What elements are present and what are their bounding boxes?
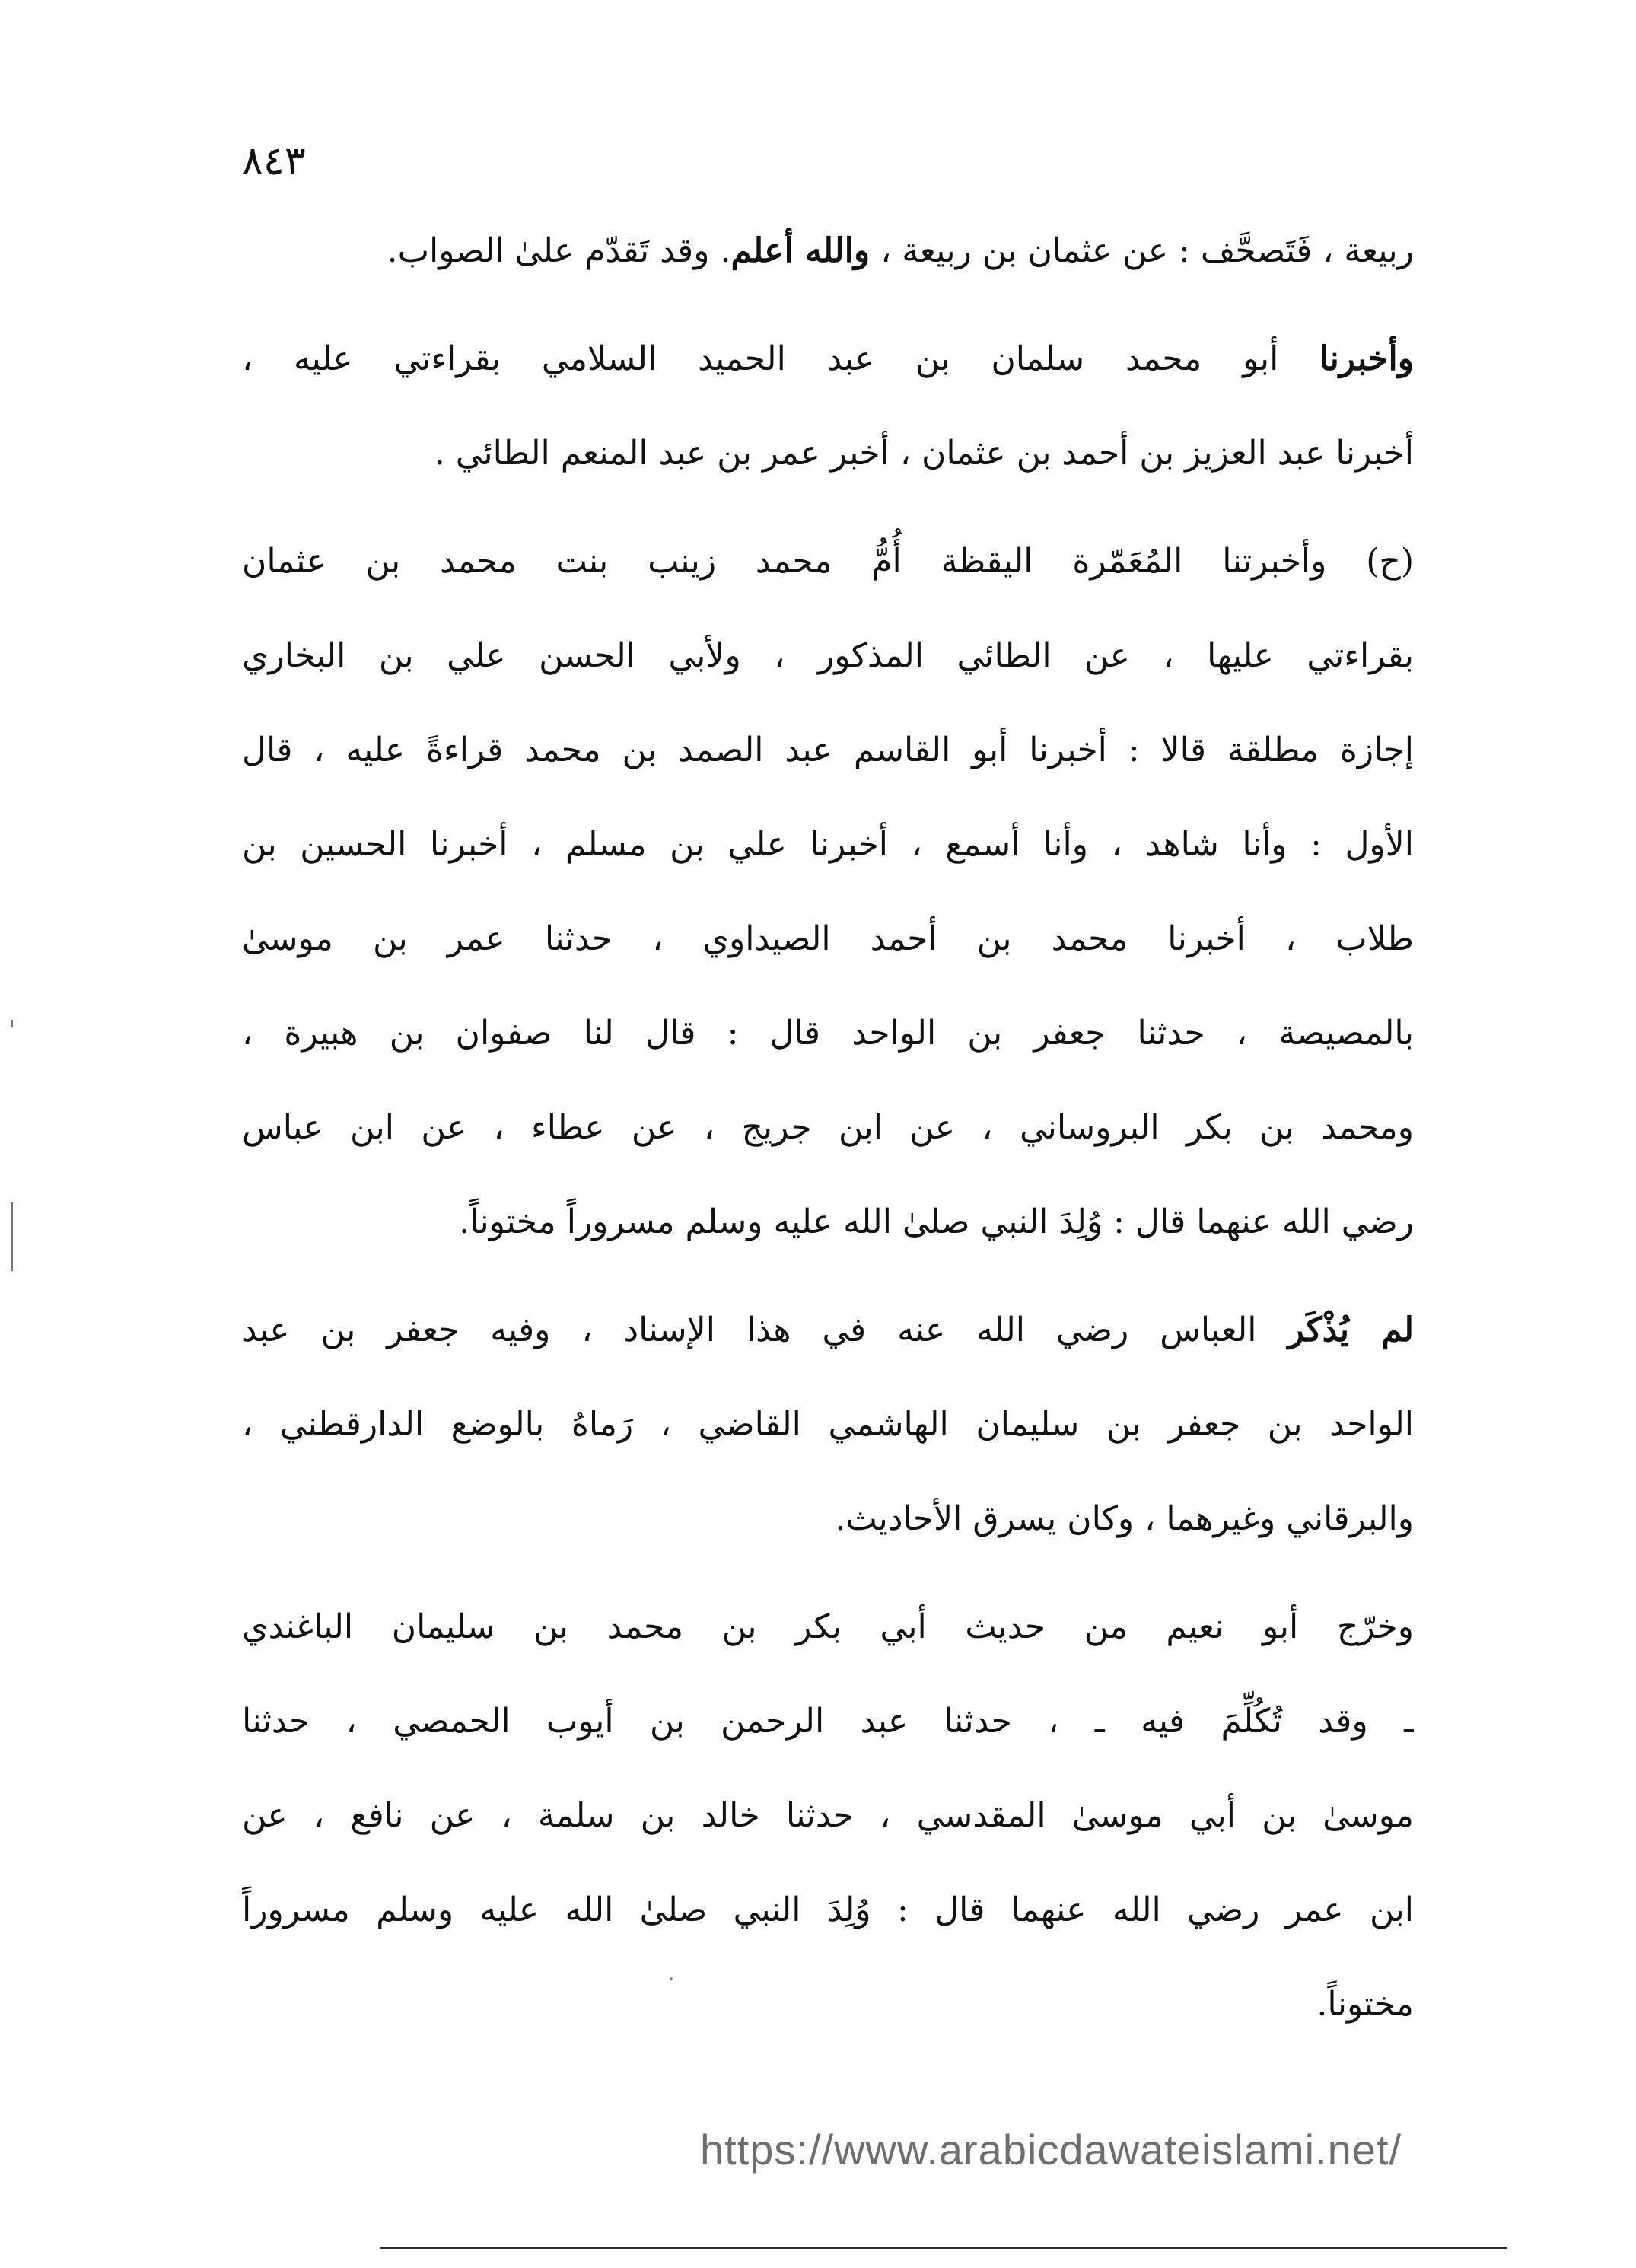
paragraph [242, 204, 1414, 298]
text-line: رضي الله عنهما قال : وُلِدَ النبي صلىٰ الله عليه وسلم مسروراً مختوناً. [459, 1202, 1414, 1241]
scan-speck [670, 1977, 673, 1980]
text-line: (ح) وأخبرتنا المُعَمّرة اليقظة أُمُّ محمد زينب بنت محمد بن عثمان [242, 542, 1414, 581]
paragraph [242, 312, 1414, 501]
text-line: بقراءتي عليها ، عن الطائي المذكور ، ولأبي الحسن علي بن البخاري [242, 636, 1414, 675]
text-line: والبرقاني وغيرهما ، وكان يسرق الأحاديث. [835, 1499, 1414, 1538]
text-line: طلاب ، أخبرنا محمد بن أحمد الصيداوي ، حدثنا عمر بن موسىٰ [242, 919, 1414, 958]
text-line: وخرّج أبو نعيم من حديث أبي بكر بن محمد بن سليمان الباغندي [242, 1607, 1414, 1646]
text-line: ربيعة ، فَتَصحَّف : عن عثمان بن ربيعة ، والله أعلم. وقد تَقدّم علىٰ الصواب. [387, 231, 1414, 270]
paragraph [242, 1283, 1414, 1566]
text-line: الأول : وأنا شاهد ، وأنا أسمع ، أخبرنا علي بن مسلم ، أخبرنا الحسين بن [242, 825, 1414, 864]
text-line: ومحمد بن بكر البروساني ، عن ابن جريج ، عن عطاء ، عن ابن عباس [242, 1108, 1414, 1147]
paragraph [242, 1580, 1414, 2052]
body-text [242, 204, 1414, 2052]
text-line: موسىٰ بن أبي موسىٰ المقدسي ، حدثنا خالد بن سلمة ، عن نافع ، عن [242, 1796, 1414, 1835]
text-line: ـ وقد تُكُلِّمَ فيه ـ ، حدثنا عبد الرحمن بن أيوب الحمصي ، حدثنا [242, 1702, 1414, 1741]
text-line: بالمصيصة ، حدثنا جعفر بن الواحد قال : قال لنا صفوان بن هبيرة ، [242, 1014, 1414, 1053]
text-line: مختوناً. [1316, 1985, 1414, 2024]
page-number: ٨٤٣ [242, 139, 306, 184]
scan-edge-mark [11, 1202, 13, 1271]
text-line: وأخبرنا أبو محمد سلمان بن عبد الحميد السلامي بقراءتي عليه ، [242, 339, 1414, 378]
text-line: الواحد بن جعفر بن سليمان الهاشمي القاضي ، رَماهُ بالوضع الدارقطني ، [242, 1405, 1414, 1444]
text-line: لم يُذْكَر العباس رضي الله عنه في هذا الإسناد ، وفيه جعفر بن عبد [242, 1311, 1414, 1349]
paragraph [242, 514, 1414, 1269]
scan-edge-mark [11, 1020, 13, 1027]
text-line: أخبرنا عبد العزيز بن أحمد بن عثمان ، أخبر عمر بن عبد المنعم الطائي . [434, 434, 1414, 473]
watermark-url: https://www.arabicdawateislami.net/ [700, 2126, 1402, 2174]
text-line: ابن عمر رضي الله عنهما قال : وُلِدَ النبي صلىٰ الله عليه وسلم مسروراً [242, 1891, 1414, 1929]
text-line: إجازة مطلقة قالا : أخبرنا أبو القاسم عبد الصمد بن محمد قراءةً عليه ، قال [242, 731, 1414, 769]
bottom-rule [380, 2247, 1507, 2249]
